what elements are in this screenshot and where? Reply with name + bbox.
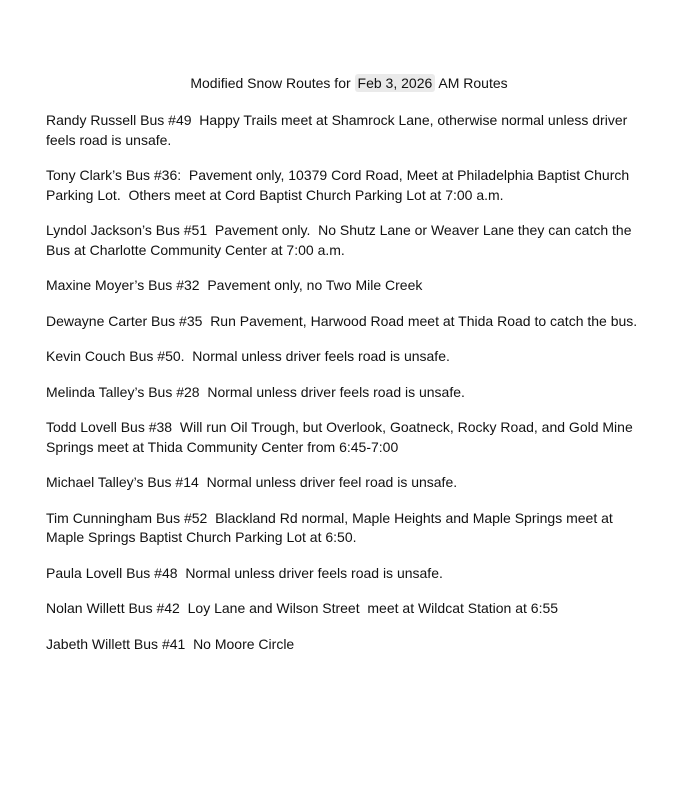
route-entry-bus-35: Dewayne Carter Bus #35 Run Pavement, Harwood Road meet at Thida Road to catch the bus. [46,312,638,329]
route-entry-bus-50: Kevin Couch Bus #50. Normal unless driver feels road is unsafe. [46,348,450,364]
route-entry-bus-32: Maxine Moyer’s Bus #32 Pavement only, no Two Mile Creek [46,277,423,293]
route-entry-bus-14: Michael Talley’s Bus #14 Normal unless driver feel road is unsafe. [46,474,458,490]
page-title [0,74,698,92]
title-prefix: Modified Snow Routes for [190,75,355,91]
route-entry-bus-49: Randy Russell Bus #49 Happy Trails meet at Shamrock Lane, otherwise normal unless driver feels road is unsafe. [46,112,632,148]
route-entry-bus-48: Paula Lovell Bus #48 Normal unless driver feels road is unsafe. [46,564,443,581]
route-entry-bus-52: Tim Cunningham Bus #52 Blackland Rd normal, Maple Heights and Maple Springs meet at Maple Springs Baptist Church Parking Lot at 6:50. [46,509,617,545]
route-entry-bus-42: Nolan Willett Bus #42 Loy Lane and Wilson Street meet at Wildcat Station at 6:55 [46,600,559,616]
title-suffix: AM Routes [435,75,508,91]
title-date: Feb 3, 2026 [355,74,436,92]
route-entry-bus-36: Tony Clark’s Bus #36: Pavement only, 10379 Cord Road, Meet at Philadelphia Baptist Church Parking Lot. Others meet at Cord Baptist Church Parking Lot at 7:00 a.m. [46,167,634,203]
route-list [46,111,646,670]
route-entry-bus-28: Melinda Talley’s Bus #28 Normal unless driver feels road is unsafe. [46,383,465,400]
route-entry-bus-51: Lyndol Jackson’s Bus #51 Pavement only. No Shutz Lane or Weaver Lane they can catch the Bus at Charlotte Community Center at 7:00 a.m. [46,222,636,258]
route-entry-bus-41: Jabeth Willett Bus #41 No Moore Circle [46,635,295,652]
route-entry-bus-38: Todd Lovell Bus #38 Will run Oil Trough, but Overlook, Goatneck, Rocky Road, and Gold Mine Springs meet at Thida Community Center from 6:45-7:00 [46,419,637,455]
